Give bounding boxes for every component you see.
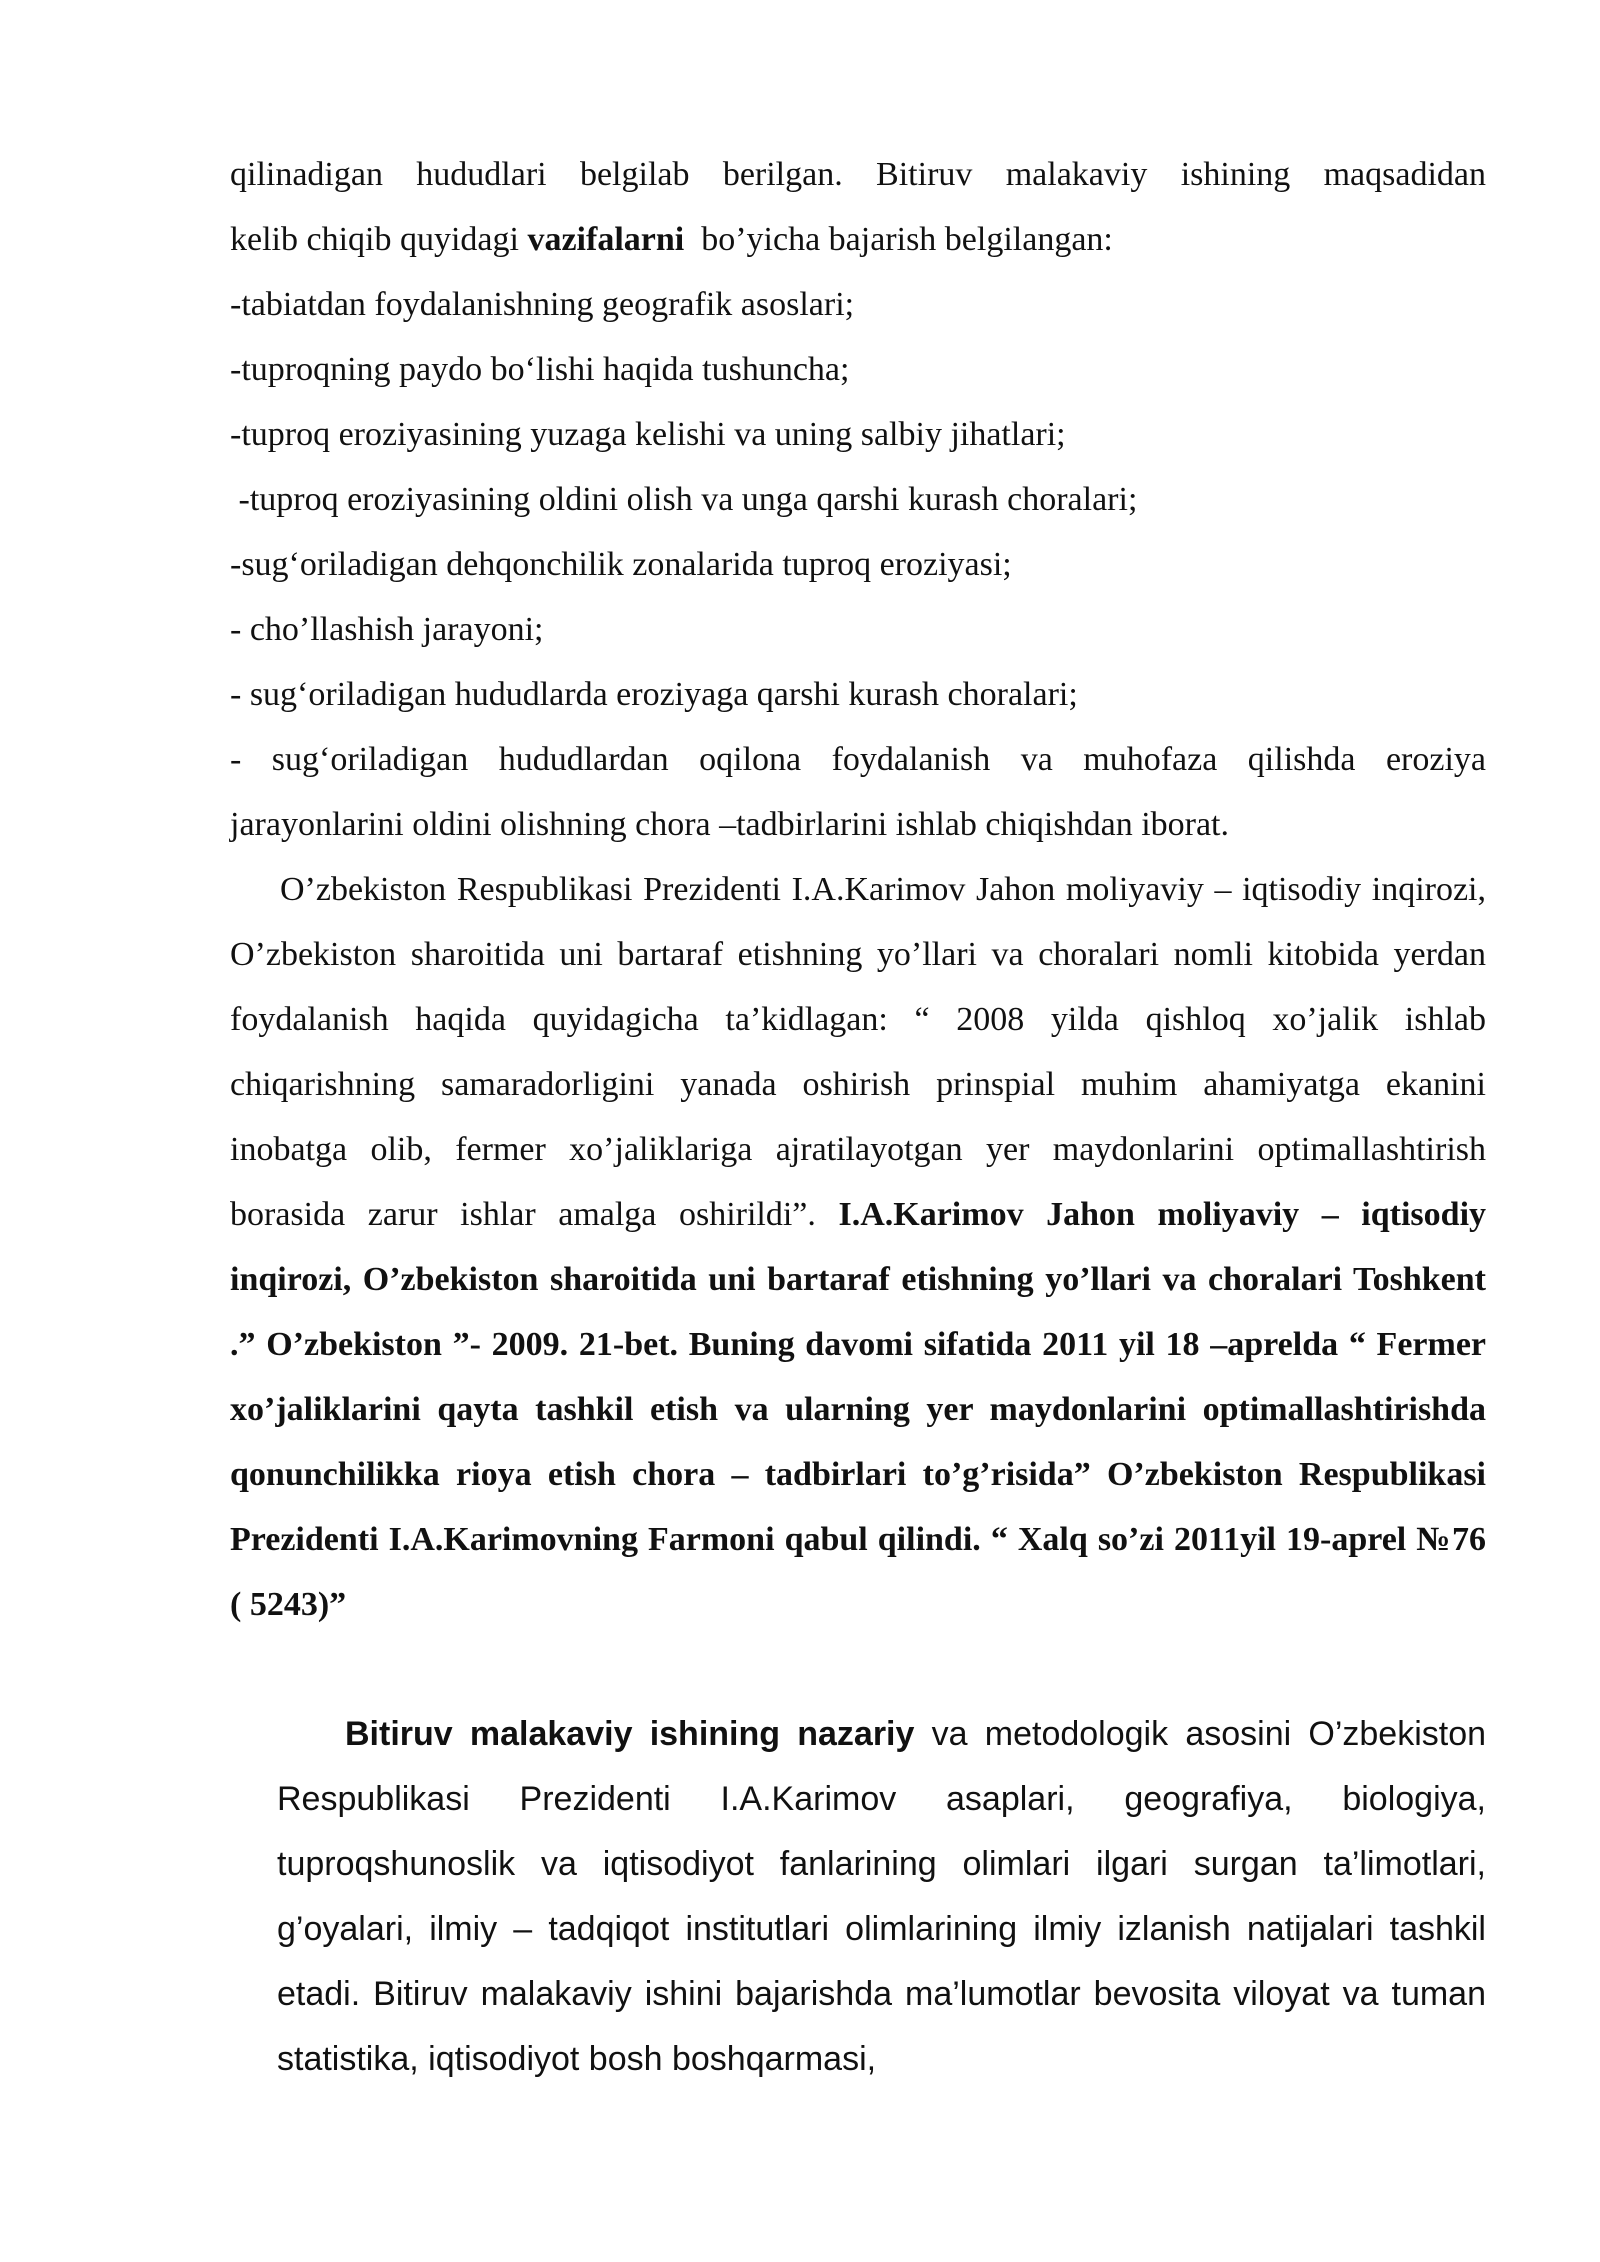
task-item: - sug‘oriladigan hududlarda eroziyaga qarshi kurash choralari; bbox=[230, 676, 1078, 713]
task-item: -sug‘oriladigan dehqonchilik zonalarida tuproq eroziyasi; bbox=[230, 546, 1012, 583]
intro-line-2 bbox=[230, 207, 1486, 272]
task-item: -tuproq eroziyasining yuzaga kelishi va uning salbiy jihatlari; bbox=[230, 416, 1066, 453]
tasks-keyword: vazifalarni bbox=[527, 221, 685, 258]
theory-paragraph-body: va metodologik asosini O’zbekiston Respublikasi Prezidenti I.A.Karimov asaplari, geografiya, biologiya, tuproqshunoslik va iqtisodiyot fanlarining olimlari ilgari surgan ta’limotlari, g’oyalari, ilmiy – tadqiqot institutlari olimlarining ilmiy izlanish natijalari tashkil etadi. Bitiruv malakaviy ishini bajarishda ma’lumotlar bevosita viloyat va tuman statistika, iqtisodiyot bosh boshqarmasi, bbox=[277, 1715, 1487, 2078]
task-item: -tuproq eroziyasining oldini olish va unga qarshi kurash choralari; bbox=[230, 481, 1138, 518]
serif-text-block bbox=[230, 142, 1486, 1637]
theory-paragraph-text bbox=[277, 1702, 1486, 2092]
task-item: -tabiatdan foydalanishning geografik asoslari; bbox=[230, 286, 855, 323]
intro-line-2-pre: kelib chiqib quyidagi bbox=[230, 221, 528, 258]
theory-paragraph bbox=[277, 1702, 1486, 2092]
theory-paragraph-lead: Bitiruv malakaviy ishining nazariy bbox=[345, 1715, 915, 1753]
task-item: - cho’llashish jarayoni; bbox=[230, 611, 544, 648]
intro-line-1: qilinadigan hududlari belgilab berilgan. Bitiruv malakaviy ishining maqsadidan bbox=[230, 156, 1486, 193]
task-item: -tuproqning paydo bo‘lishi haqida tushuncha; bbox=[230, 351, 850, 388]
quote-paragraph bbox=[230, 857, 1486, 1637]
quote-paragraph-citation: I.A.Karimov Jahon moliyaviy – iqtisodiy inqirozi, O’zbekiston sharoitida uni bartaraf etishning yo’llari va choralari Toshkent .” O’zbekiston ”- 2009. 21-bet. Buning davomi sifatida 2011 yil 18 –aprelda “ Fermer xo’jaliklarini qayta tashkil etish va ularning yer maydonlarini optimallashtirishda qonunchilikka rioya etish chora – tadbirlari to’g’risida” O’zbekiston Respublikasi Prezidenti I.A.Karimovning Farmoni qabul qilindi. “ Xalq so’zi 2011yil 19-aprel №76 ( 5243)” bbox=[230, 1196, 1487, 1623]
quote-paragraph-text: O’zbekiston Respublikasi Prezidenti I.A.Karimov Jahon moliyaviy – iqtisodiy inqirozi, O’zbekiston sharoitida uni bartaraf etishning yo’llari va choralari nomli kitobida yerdan foydalanish haqida quyidagicha ta’kidlagan: “ 2008 yilda qishloq xo’jalik ishlab chiqarishning samaradorligini yanada oshirish prinspial muhim ahamiyatga ekanini inobatga olib, fermer xo’jaliklariga ajratilayotgan yer maydonlarini optimallashtirish borasida zarur ishlar amalga oshirildi”. bbox=[230, 871, 1486, 1233]
intro-line-2-post: bo’yicha bajarish belgilangan: bbox=[684, 221, 1113, 258]
task-item: - sug‘oriladigan hududlardan oqilona foydalanish va muhofaza qilishda eroziya jarayonlarini oldini olishning chora –tadbirlarini ishlab chiqishdan iborat. bbox=[230, 741, 1486, 843]
